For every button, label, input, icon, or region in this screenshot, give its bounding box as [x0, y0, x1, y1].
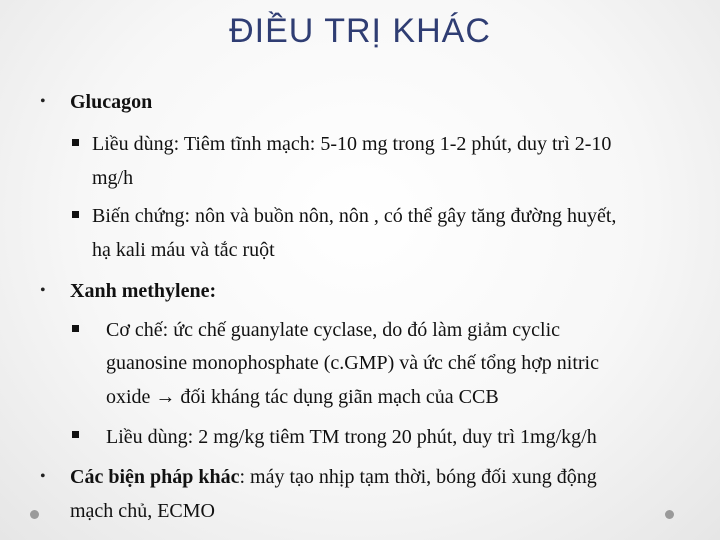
glucagon-complication-line2: hạ kali máu và tắc ruột	[92, 239, 275, 261]
methylene-mechanism-line1: Cơ chế: ức chế guanylate cyclase, do đó làm giảm cyclic	[106, 319, 561, 341]
section-heading-methylene: Xanh methylene:	[70, 280, 217, 302]
glucagon-complication-line1: Biến chứng: nôn và buồn nôn, nôn , có thể gây tăng đường huyết,	[92, 205, 617, 227]
page-title: ĐIỀU TRỊ KHÁC	[229, 12, 491, 50]
methylene-mechanism-line3: oxide → đối kháng tác dụng giãn mạch của CCB	[106, 386, 499, 408]
corner-dot-left	[30, 510, 39, 519]
bullet-dot: •	[40, 468, 46, 485]
corner-dot-right	[665, 510, 674, 519]
bullet-dot: •	[40, 282, 46, 299]
glucagon-dose-line1: Liều dùng: Tiêm tĩnh mạch: 5-10 mg trong 1-2 phút, duy trì 2-10	[92, 133, 612, 155]
other-measures-line1	[70, 465, 597, 489]
methylene-mechanism-line2: guanosine monophosphate (c.GMP) và ức chế tổng hợp nitric	[106, 352, 599, 374]
square-bullet-icon	[72, 325, 79, 332]
methylene-dose-line1: Liều dùng: 2 mg/kg tiêm TM trong 20 phút, duy trì 1mg/kg/h	[106, 426, 597, 448]
bullet-dot: •	[40, 93, 46, 110]
other-measures-text: : máy tạo nhịp tạm thời, bóng đối xung động	[239, 466, 597, 488]
section-heading-other: Các biện pháp khác	[70, 466, 240, 488]
other-measures-line2: mạch chủ, ECMO	[70, 500, 215, 522]
square-bullet-icon	[72, 211, 79, 218]
square-bullet-icon	[72, 431, 79, 438]
square-bullet-icon	[72, 139, 79, 146]
glucagon-dose-line2: mg/h	[92, 167, 134, 189]
section-heading-glucagon: Glucagon	[70, 91, 153, 113]
